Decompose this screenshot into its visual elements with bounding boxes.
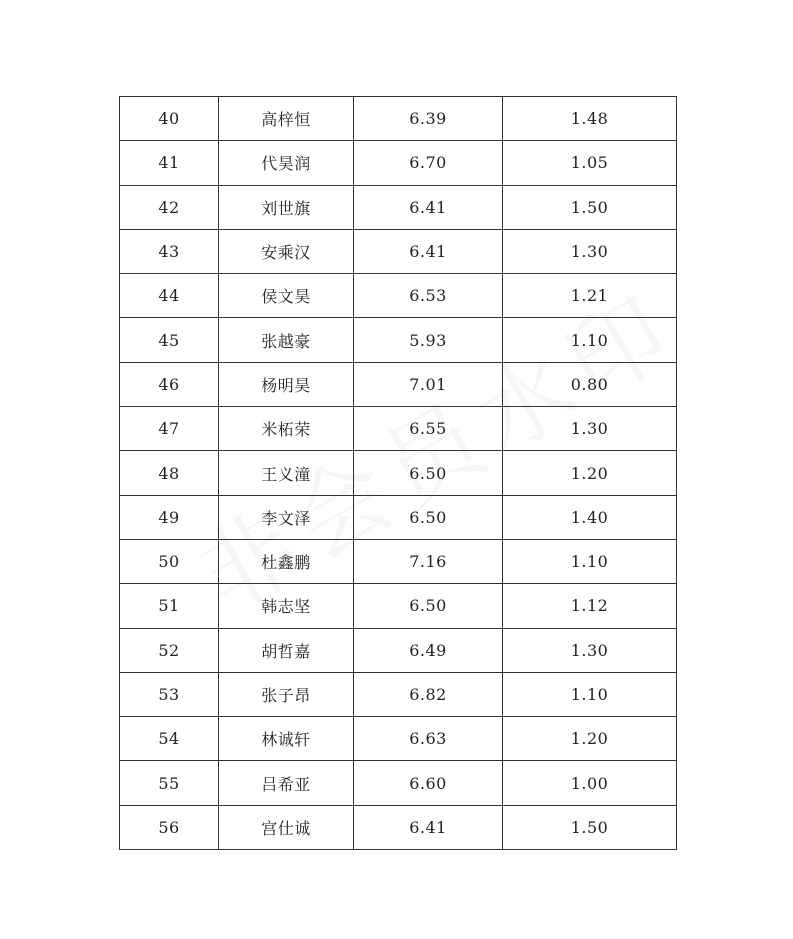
- row-number-cell: 47: [120, 407, 219, 451]
- score-1-cell: 6.63: [354, 717, 503, 761]
- score-2-cell: 1.50: [503, 185, 677, 229]
- student-name-cell: 安乘汉: [219, 229, 354, 273]
- score-2-cell: 1.30: [503, 628, 677, 672]
- table-row: [120, 451, 677, 495]
- table-row: [120, 229, 677, 273]
- row-number-cell: 41: [120, 141, 219, 185]
- table-row: [120, 672, 677, 716]
- table-row: [120, 628, 677, 672]
- row-number-cell: 49: [120, 495, 219, 539]
- row-number-cell: 55: [120, 761, 219, 805]
- table-row: [120, 362, 677, 406]
- score-2-cell: 1.10: [503, 672, 677, 716]
- score-1-cell: 6.39: [354, 97, 503, 141]
- student-name-cell: 杨明昊: [219, 362, 354, 406]
- score-1-cell: 6.49: [354, 628, 503, 672]
- score-1-cell: 6.41: [354, 805, 503, 849]
- table-row: [120, 185, 677, 229]
- row-number-cell: 52: [120, 628, 219, 672]
- row-number-cell: 51: [120, 584, 219, 628]
- score-1-cell: 6.50: [354, 495, 503, 539]
- table-row: [120, 274, 677, 318]
- score-2-cell: 1.30: [503, 229, 677, 273]
- table-row: [120, 318, 677, 362]
- table-row: [120, 97, 677, 141]
- table-row: [120, 539, 677, 583]
- score-1-cell: 6.55: [354, 407, 503, 451]
- score-2-cell: 1.00: [503, 761, 677, 805]
- row-number-cell: 53: [120, 672, 219, 716]
- student-name-cell: 米柘荣: [219, 407, 354, 451]
- student-name-cell: 侯文昊: [219, 274, 354, 318]
- table-row: [120, 761, 677, 805]
- table-row: [120, 805, 677, 849]
- student-name-cell: 宫仕诚: [219, 805, 354, 849]
- score-1-cell: 6.41: [354, 229, 503, 273]
- student-name-cell: 张子昂: [219, 672, 354, 716]
- table-row: [120, 141, 677, 185]
- row-number-cell: 40: [120, 97, 219, 141]
- score-1-cell: 6.70: [354, 141, 503, 185]
- student-name-cell: 韩志坚: [219, 584, 354, 628]
- row-number-cell: 54: [120, 717, 219, 761]
- student-name-cell: 刘世旗: [219, 185, 354, 229]
- score-2-cell: 1.05: [503, 141, 677, 185]
- student-name-cell: 林诚轩: [219, 717, 354, 761]
- score-table: [119, 96, 677, 850]
- score-2-cell: 0.80: [503, 362, 677, 406]
- score-1-cell: 7.16: [354, 539, 503, 583]
- score-2-cell: 1.10: [503, 318, 677, 362]
- row-number-cell: 44: [120, 274, 219, 318]
- score-2-cell: 1.21: [503, 274, 677, 318]
- row-number-cell: 46: [120, 362, 219, 406]
- score-1-cell: 6.82: [354, 672, 503, 716]
- score-2-cell: 1.10: [503, 539, 677, 583]
- score-1-cell: 6.50: [354, 584, 503, 628]
- score-2-cell: 1.12: [503, 584, 677, 628]
- student-name-cell: 张越豪: [219, 318, 354, 362]
- score-1-cell: 6.53: [354, 274, 503, 318]
- student-name-cell: 代昊润: [219, 141, 354, 185]
- score-2-cell: 1.50: [503, 805, 677, 849]
- table-row: [120, 584, 677, 628]
- score-table-body: [120, 97, 677, 850]
- table-row: [120, 717, 677, 761]
- student-name-cell: 李文泽: [219, 495, 354, 539]
- table-row: [120, 407, 677, 451]
- student-name-cell: 吕希亚: [219, 761, 354, 805]
- row-number-cell: 56: [120, 805, 219, 849]
- score-2-cell: 1.30: [503, 407, 677, 451]
- score-2-cell: 1.40: [503, 495, 677, 539]
- student-name-cell: 胡哲嘉: [219, 628, 354, 672]
- score-2-cell: 1.48: [503, 97, 677, 141]
- score-1-cell: 5.93: [354, 318, 503, 362]
- score-1-cell: 6.41: [354, 185, 503, 229]
- row-number-cell: 48: [120, 451, 219, 495]
- score-2-cell: 1.20: [503, 451, 677, 495]
- row-number-cell: 50: [120, 539, 219, 583]
- score-1-cell: 6.60: [354, 761, 503, 805]
- score-1-cell: 6.50: [354, 451, 503, 495]
- student-name-cell: 王义潼: [219, 451, 354, 495]
- score-2-cell: 1.20: [503, 717, 677, 761]
- row-number-cell: 45: [120, 318, 219, 362]
- score-1-cell: 7.01: [354, 362, 503, 406]
- student-name-cell: 高梓恒: [219, 97, 354, 141]
- student-name-cell: 杜鑫鹏: [219, 539, 354, 583]
- row-number-cell: 42: [120, 185, 219, 229]
- table-row: [120, 495, 677, 539]
- row-number-cell: 43: [120, 229, 219, 273]
